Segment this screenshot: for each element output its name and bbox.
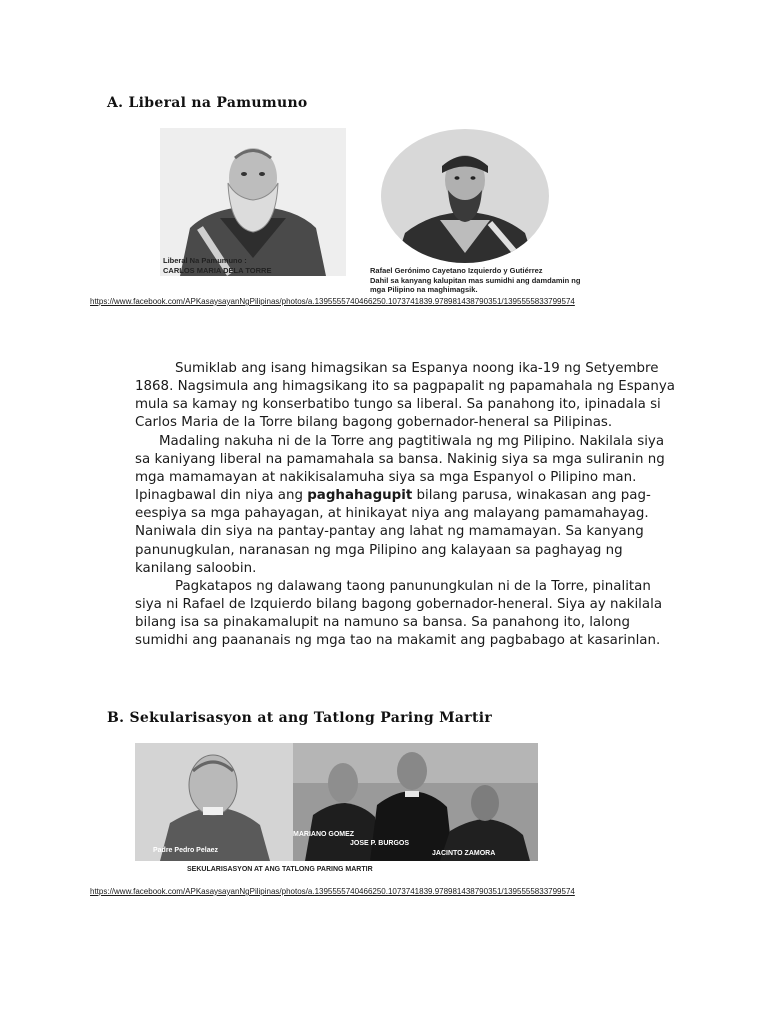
photo-right-caption-line2: Dahil sa kanyang kalupitan mas sumidhi ang damdamin ng <box>370 275 581 285</box>
paragraph-1 <box>135 360 680 433</box>
photo-right-caption <box>370 266 580 295</box>
photo-rafael-izquierdo <box>380 128 550 264</box>
paragraph-3 <box>135 578 680 651</box>
label-burgos: JOSE P. BURGOS <box>350 840 410 847</box>
paragraph-2-text-a: Madaling nakuha ni de la Torre ang pagtitiwala ng mg Pilipino. Nakilala siya sa kaniyang liberal na pamamahala sa bansa. Nakinig siya sa mga suliranin ng mga mamamayan at nakikisalamuha siya sa mga Espanyol o Pilipino man. Ipinagbawal din niya ang <box>135 433 665 504</box>
section-a-heading: A. Liberal na Pamumuno <box>107 95 308 111</box>
photo-right-caption-line1: Rafael Gerónimo Cayetano Izquierdo y Gutiérrez <box>370 266 543 275</box>
label-zamora: JACINTO ZAMORA <box>432 850 496 857</box>
photo-left-caption-line1: Liberal Na Pamumuno : <box>163 256 247 265</box>
photo-left-caption <box>163 256 271 275</box>
paragraph-2-bold-term: paghahagupit <box>307 488 413 504</box>
photo-left-caption-line2: CARLOS MARIA DELA TORRE <box>163 265 272 275</box>
paragraph-3-text: Pagkatapos ng dalawang taong panunungkulan ni de la Torre, pinalitan siya ni Rafael de Izquierdo bilang bagong gobernador-heneral. Siya ay nakilala bilang isa sa pinakamalupit na namuno sa bansa. Sa panahong ito, lalong sumidhi ang paananais ng mga tao na makamit ang pagbabago at kasarinlan. <box>135 578 663 649</box>
photo-tatlong-paring-martir <box>135 743 538 861</box>
paragraph-1-text: Sumiklab ang isang himagsikan sa Espanya noong ika-19 ng Setyembre 1868. Nagsimula ang himagsikang ito sa pagpapalit ng papamahala ng Espanya mula sa kamay ng konserbatibo tungo sa liberal. Sa panahong ito, ipinadala si Carlos Maria de la Torre bilang bagong gobernador-heneral sa Pilipinas. <box>135 361 675 431</box>
photo-carlos-maria-dela-torre <box>160 128 346 276</box>
label-gomez: MARIANO GOMEZ <box>293 831 355 838</box>
photo-right-caption-line3: mga Pilipino na maghimagsik. <box>370 285 478 294</box>
section-a-source-link[interactable]: https://www.facebook.com/APKasaysayanNgPilipinas/photos/a.1395555740466250.1073741839.978981438790351/1395555833799574 <box>90 297 575 306</box>
paragraph-2-text-b: bilang parusa, winakasan ang pag-eespiya sa mga pahayagan, at hinikayat niya ang malayang pamamahayag. Naniwala din siya na pantay-pantay ang lahat ng mamamayan. Sa kanyang panunugkulan, naranasan ng mga Pilipino ang kalayaan sa paghayag ng kanilang saloobin. <box>135 488 651 576</box>
section-b-heading: B. Sekularisasyon at ang Tatlong Paring Martir <box>107 710 493 726</box>
label-pelaez: Padre Pedro Pelaez <box>153 847 218 854</box>
section-b-photo-caption: SEKULARISASYON AT ANG TATLONG PARING MARTIR <box>187 866 373 873</box>
body-text <box>135 360 680 651</box>
section-b-source-link[interactable]: https://www.facebook.com/APKasaysayanNgPilipinas/photos/a.1395555740466250.1073741839.978981438790351/1395555833799574 <box>90 887 575 896</box>
paragraph-2 <box>135 433 680 578</box>
